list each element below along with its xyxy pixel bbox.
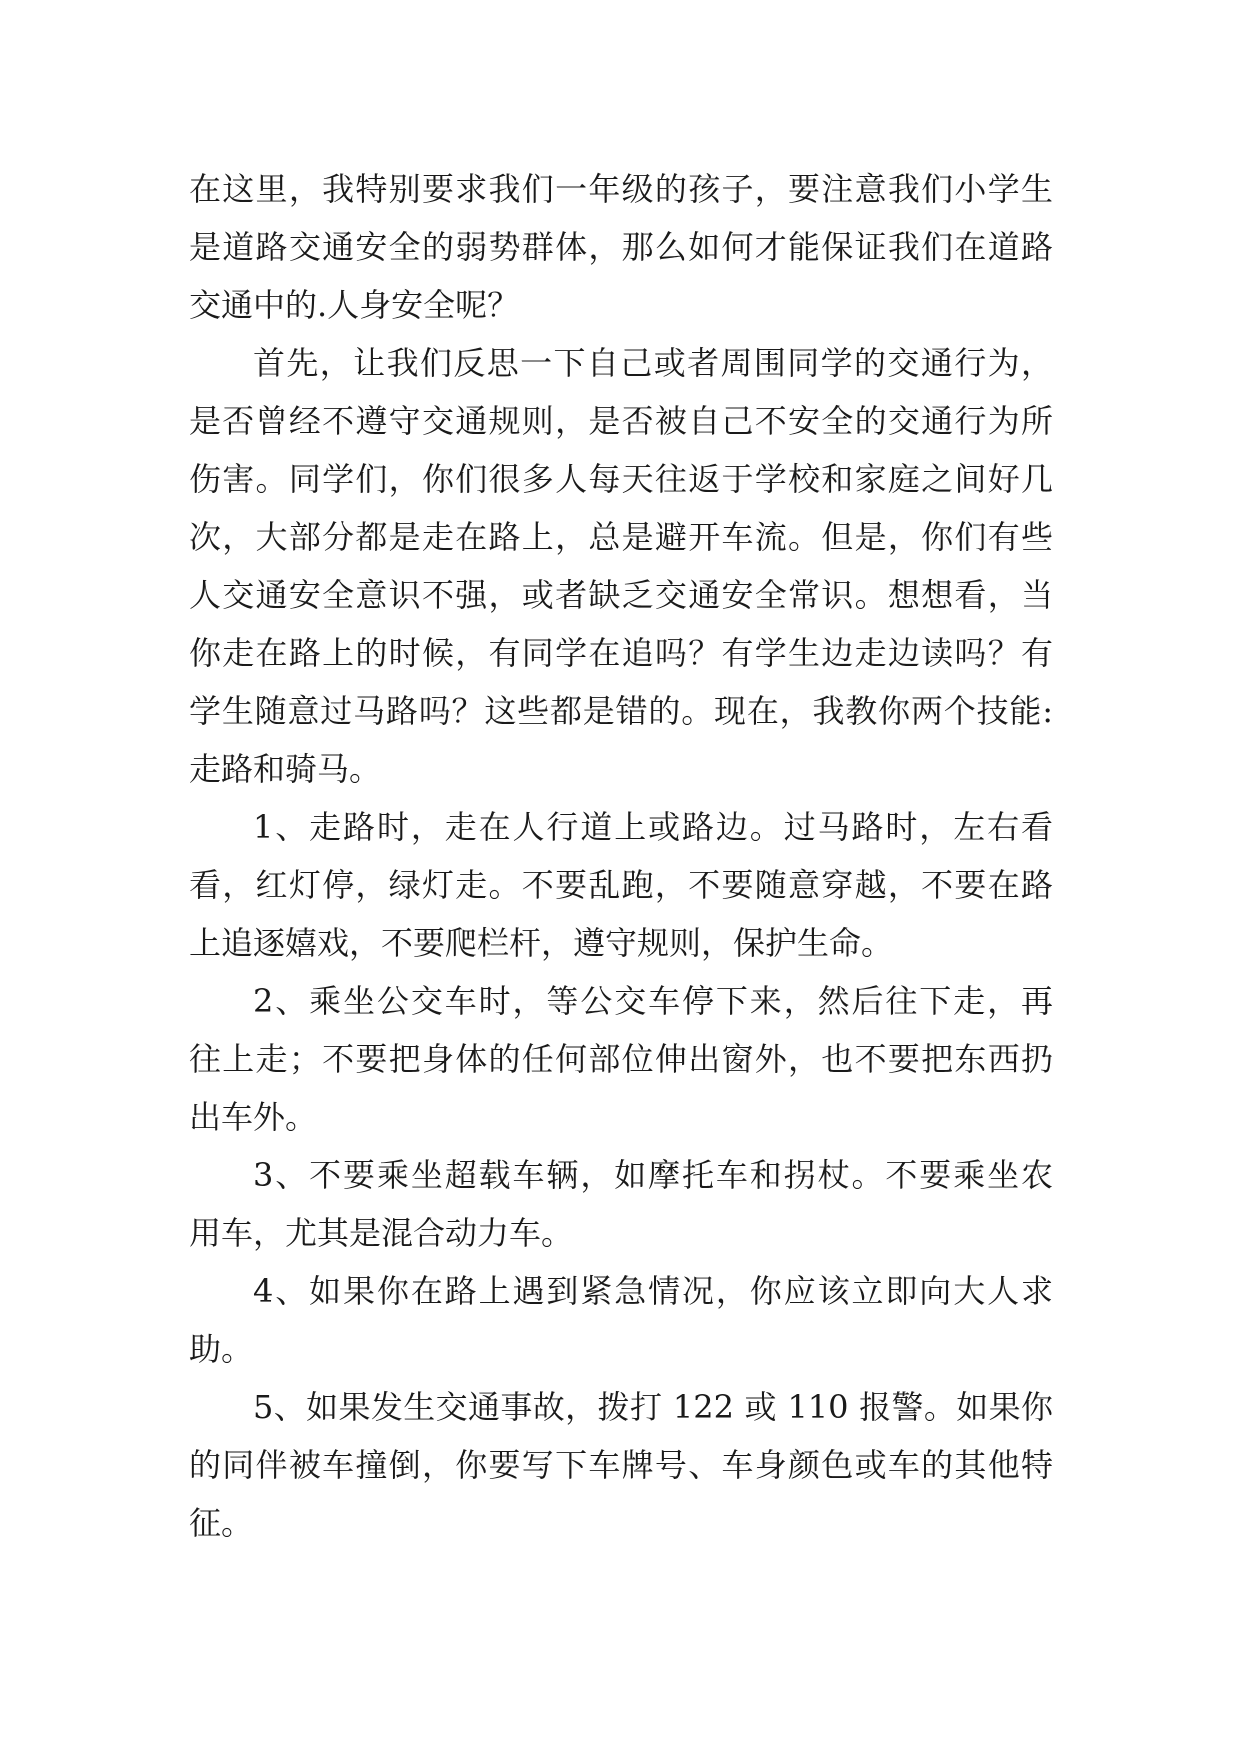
text-line: 征。 (189, 1504, 254, 1542)
list-item-3: 3、不要乘坐超载车辆，如摩托车和拐杖。不要乘坐农 (253, 1156, 1053, 1194)
text-line: 伤害。同学们，你们很多人每天往返于学校和家庭之间好几 (189, 460, 1053, 498)
text-line: 学生随意过马路吗？这些都是错的。现在，我教你两个技能: (189, 692, 1053, 730)
text-line: 走路和骑马。 (189, 750, 382, 788)
text-line: 是否曾经不遵守交通规则，是否被自己不安全的交通行为所 (189, 402, 1053, 440)
list-item-2: 2、乘坐公交车时，等公交车停下来，然后往下走，再 (253, 982, 1053, 1020)
text-line: 助。 (189, 1330, 254, 1368)
text-line: 人交通安全意识不强，或者缺乏交通安全常识。想想看，当 (189, 576, 1053, 614)
body-text (189, 160, 1053, 1552)
list-item-1: 1、走路时，走在人行道上或路边。过马路时，左右看 (253, 808, 1053, 846)
text-line: 次，大部分都是走在路上，总是避开车流。但是，你们有些 (189, 518, 1053, 556)
text-line: 交通中的.人身安全呢？ (189, 286, 520, 324)
text-line: 上追逐嬉戏，不要爬栏杆，遵守规则，保护生命。 (189, 924, 894, 962)
text-line: 你走在路上的时候，有同学在追吗？有学生边走边读吗？有 (189, 634, 1053, 672)
text-line: 出车外。 (189, 1098, 318, 1136)
paragraph-first-line: 首先，让我们反思一下自己或者周围同学的交通行为， (253, 344, 1053, 382)
text-line: 看，红灯停，绿灯走。不要乱跑，不要随意穿越，不要在路 (189, 866, 1053, 904)
list-item-5: 5、如果发生交通事故，拨打 122 或 110 报警。如果你 (253, 1388, 1053, 1426)
list-item-4: 4、如果你在路上遇到紧急情况，你应该立即向大人求 (253, 1272, 1053, 1310)
text-line: 在这里，我特别要求我们一年级的孩子，要注意我们小学生 (189, 170, 1053, 208)
text-line: 的同伴被车撞倒，你要写下车牌号、车身颜色或车的其他特 (189, 1446, 1053, 1484)
text-line: 用车，尤其是混合动力车。 (189, 1214, 574, 1252)
text-line: 往上走；不要把身体的任何部位伸出窗外，也不要把东西扔 (189, 1040, 1053, 1078)
text-line: 是道路交通安全的弱势群体，那么如何才能保证我们在道路 (189, 228, 1053, 266)
